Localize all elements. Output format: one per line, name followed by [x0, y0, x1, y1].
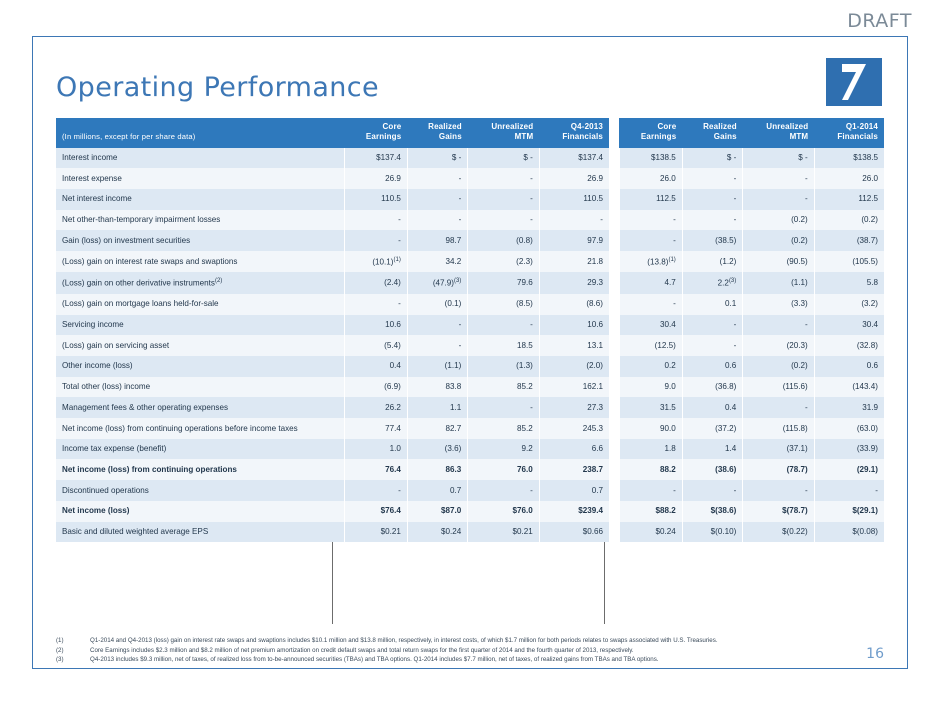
- table-cell: 86.3: [407, 459, 467, 480]
- col-header-unrealized-mtm-q4: Unrealized MTM: [468, 118, 539, 148]
- row-label: Discontinued operations: [56, 480, 345, 501]
- table-cell: (0.2): [743, 356, 814, 377]
- table-cell: 110.5: [539, 189, 609, 210]
- table-cell: $ -: [468, 148, 539, 169]
- table-cell: (20.3): [743, 335, 814, 356]
- row-label: Net income (loss): [56, 501, 345, 522]
- row-group-gap: [609, 439, 620, 460]
- table-cell: -: [468, 210, 539, 231]
- row-group-gap: [609, 315, 620, 336]
- table-cell: (0.2): [814, 210, 884, 231]
- footnote: [56, 636, 846, 646]
- table-cell: $87.0: [407, 501, 467, 522]
- table-cell: 238.7: [539, 459, 609, 480]
- table-cell: 26.0: [814, 168, 884, 189]
- table-cell: $(10.1)^{(1)}$: [345, 251, 408, 272]
- table-cell: (29.1): [814, 459, 884, 480]
- table-cell: -: [743, 168, 814, 189]
- table-cell: -: [407, 335, 467, 356]
- table-cell: $137.4: [539, 148, 609, 169]
- table-cell: 162.1: [539, 377, 609, 398]
- table-cell: 110.5: [345, 189, 408, 210]
- table-cell: -: [743, 189, 814, 210]
- table-cell: 27.3: [539, 397, 609, 418]
- table-row: [56, 439, 884, 460]
- table-row: [56, 148, 884, 169]
- table-row: [56, 294, 884, 315]
- footnote-text: Q1-2014 and Q4-2013 (loss) gain on interest rate swaps and swaptions includes $10.1 million and $13.8 million, respectively, in interest costs, of which $1.7 million for both periods relates to swaps associated with U.S. Treasuries.: [90, 637, 718, 644]
- table-cell: 1.1: [407, 397, 467, 418]
- table-row: [56, 230, 884, 251]
- table-cell: -: [468, 189, 539, 210]
- row-group-gap: [609, 397, 620, 418]
- row-label: Net income (loss) from continuing operations before income taxes: [56, 418, 345, 439]
- table-cell: (12.5): [619, 335, 682, 356]
- table-cell: (3.6): [407, 439, 467, 460]
- table-cell: 4.7: [619, 272, 682, 293]
- row-label: Interest income: [56, 148, 345, 169]
- row-label: Management fees & other operating expenses: [56, 397, 345, 418]
- table-cell: (38.5): [682, 230, 742, 251]
- table-cell: 0.6: [814, 356, 884, 377]
- table-cell: -: [468, 315, 539, 336]
- table-cell: 82.7: [407, 418, 467, 439]
- table-cell: (37.1): [743, 439, 814, 460]
- table-cell: -: [682, 168, 742, 189]
- row-label: Interest expense: [56, 168, 345, 189]
- row-label: (Loss) gain on interest rate swaps and swaptions: [56, 251, 345, 272]
- table-cell: 26.9: [345, 168, 408, 189]
- table-cell: -: [814, 480, 884, 501]
- table-cell: 31.5: [619, 397, 682, 418]
- table-cell: (8.5): [468, 294, 539, 315]
- table-row: [56, 459, 884, 480]
- table-cell: -: [743, 480, 814, 501]
- col-header-realized-gains-q1: Realized Gains: [682, 118, 742, 148]
- table-cell: -: [743, 397, 814, 418]
- table-row: [56, 189, 884, 210]
- table-cell: (115.8): [743, 418, 814, 439]
- footnote-text: Q4-2013 includes $9.3 million, net of taxes, of realized loss from to-be-announced securities (TBAs) and TBA options. Q1-2014 includes $7.7 million, net of taxes, of realized gains from TBAs and TBA options.: [90, 656, 659, 664]
- table-cell: $ -: [407, 148, 467, 169]
- table-cell: (0.2): [743, 210, 814, 231]
- table-cell: -: [619, 294, 682, 315]
- table-cell: 1.8: [619, 439, 682, 460]
- table-cell: $0.66: [539, 522, 609, 543]
- table-cell: -: [468, 397, 539, 418]
- table-cell: (105.5): [814, 251, 884, 272]
- table-row: [56, 335, 884, 356]
- row-group-gap: [609, 377, 620, 398]
- row-label: Income tax expense (benefit): [56, 439, 345, 460]
- row-label: Servicing income: [56, 315, 345, 336]
- table-row: [56, 272, 884, 293]
- footnote-text: Core Earnings includes $2.3 million and $8.2 million of net premium amortization on credit default swaps and total return swaps for the first quarter of 2014 and the fourth quarter of 2013, respectively.: [90, 646, 634, 654]
- table-cell: 85.2: [468, 418, 539, 439]
- row-group-gap: [609, 251, 620, 272]
- table-cell: (2.4): [345, 272, 408, 293]
- table-cell: (90.5): [743, 251, 814, 272]
- table-cell: -: [407, 210, 467, 231]
- row-group-gap: [609, 480, 620, 501]
- table-cell: $76.0: [468, 501, 539, 522]
- table-cell: 1.0: [345, 439, 408, 460]
- table-cell: 6.6: [539, 439, 609, 460]
- row-label: Net other-than-temporary impairment losses: [56, 210, 345, 231]
- table-cell: 30.4: [814, 315, 884, 336]
- table-cell: $(0.08): [814, 522, 884, 543]
- table-cell: -: [468, 480, 539, 501]
- table-cell: 88.2: [619, 459, 682, 480]
- table-cell: -: [682, 189, 742, 210]
- table-row: [56, 418, 884, 439]
- table-cell: 2.2$^{(3)}$: [682, 272, 742, 293]
- row-group-gap: [609, 168, 620, 189]
- table-cell: 1.4: [682, 439, 742, 460]
- row-label: Other income (loss): [56, 356, 345, 377]
- table-cell: -: [407, 315, 467, 336]
- table-cell: $ -: [743, 148, 814, 169]
- table-cell: $0.21: [468, 522, 539, 543]
- row-group-gap: [609, 189, 620, 210]
- table-cell: $138.5: [619, 148, 682, 169]
- row-label: Net interest income: [56, 189, 345, 210]
- draft-watermark: DRAFT: [847, 10, 912, 32]
- table-cell: (2.3): [468, 251, 539, 272]
- table-cell: $(29.1): [814, 501, 884, 522]
- table-cell: 9.0: [619, 377, 682, 398]
- table-cell: 26.0: [619, 168, 682, 189]
- table-row: [56, 168, 884, 189]
- page-number: 16: [866, 646, 884, 662]
- table-cell: (32.8): [814, 335, 884, 356]
- table-cell: 5.8: [814, 272, 884, 293]
- table-cell: (37.2): [682, 418, 742, 439]
- table-cell: -: [345, 294, 408, 315]
- table-cell: -: [682, 335, 742, 356]
- col-header-core-earnings-q4: Core Earnings: [345, 118, 408, 148]
- table-cell: 18.5: [468, 335, 539, 356]
- table-cell: (3.2): [814, 294, 884, 315]
- table-row: [56, 522, 884, 543]
- table-cell: (115.6): [743, 377, 814, 398]
- table-cell: -: [345, 210, 408, 231]
- table-cell: (143.4): [814, 377, 884, 398]
- table-cell: (0.8): [468, 230, 539, 251]
- table-cell: 112.5: [814, 189, 884, 210]
- table-cell: 76.0: [468, 459, 539, 480]
- row-group-gap: [609, 418, 620, 439]
- table-cell: (2.0): [539, 356, 609, 377]
- table-cell: $76.4: [345, 501, 408, 522]
- col-header-q4-2013-financials: Q4-2013 Financials: [539, 118, 609, 148]
- table-cell: 30.4: [619, 315, 682, 336]
- table-cell: 34.2: [407, 251, 467, 272]
- table-cell: (33.9): [814, 439, 884, 460]
- table-cell: -: [619, 480, 682, 501]
- row-group-gap: [609, 501, 620, 522]
- table-stub-header: (In millions, except for per share data): [56, 118, 345, 148]
- table-cell: 13.1: [539, 335, 609, 356]
- table-cell: 29.3: [539, 272, 609, 293]
- table-cell: -: [345, 230, 408, 251]
- table-cell: $ -: [682, 148, 742, 169]
- col-header-q1-2014-financials: Q1-2014 Financials: [814, 118, 884, 148]
- row-group-gap: [609, 230, 620, 251]
- table-cell: 112.5: [619, 189, 682, 210]
- table-cell: 0.6: [682, 356, 742, 377]
- table-cell: $138.5: [814, 148, 884, 169]
- table-cell: (3.3): [743, 294, 814, 315]
- table-cell: (6.9): [345, 377, 408, 398]
- page-title: Operating Performance: [56, 72, 380, 103]
- logo-mark-icon: [826, 58, 882, 106]
- table-cell: 21.8: [539, 251, 609, 272]
- row-group-gap: [609, 335, 620, 356]
- row-group-gap: [609, 272, 620, 293]
- table-cell: (5.4): [345, 335, 408, 356]
- col-header-core-earnings-q1: Core Earnings: [619, 118, 682, 148]
- table-cell: 31.9: [814, 397, 884, 418]
- table-cell: -: [539, 210, 609, 231]
- table-cell: 83.8: [407, 377, 467, 398]
- table-cell: (1.1): [743, 272, 814, 293]
- table-cell: (0.2): [743, 230, 814, 251]
- table-cell: $(0.22): [743, 522, 814, 543]
- table-row: [56, 251, 884, 272]
- table-cell: (8.6): [539, 294, 609, 315]
- table-cell: -: [619, 230, 682, 251]
- table-cell: 9.2: [468, 439, 539, 460]
- company-logo: [826, 58, 882, 106]
- row-group-gap: [609, 294, 620, 315]
- row-group-gap: [609, 148, 620, 169]
- table-cell: (1.2): [682, 251, 742, 272]
- table-cell: (38.7): [814, 230, 884, 251]
- table-cell: $239.4: [539, 501, 609, 522]
- financial-table: [56, 118, 884, 542]
- table-cell: (0.1): [407, 294, 467, 315]
- table-row: [56, 480, 884, 501]
- row-group-gap: [609, 356, 620, 377]
- table-row: [56, 356, 884, 377]
- footnote-marker: (2): [56, 646, 64, 654]
- table-cell: 0.7: [539, 480, 609, 501]
- table-cell: (78.7): [743, 459, 814, 480]
- table-cell: (1.3): [468, 356, 539, 377]
- table-cell: -: [345, 480, 408, 501]
- table-cell: 85.2: [468, 377, 539, 398]
- table-row: [56, 210, 884, 231]
- table-cell: 97.9: [539, 230, 609, 251]
- row-label: Total other (loss) income: [56, 377, 345, 398]
- table-cell: 10.6: [539, 315, 609, 336]
- table-row: [56, 501, 884, 522]
- table-cell: 26.9: [539, 168, 609, 189]
- table-cell: (36.8): [682, 377, 742, 398]
- table-row: [56, 315, 884, 336]
- table-cell: $88.2: [619, 501, 682, 522]
- table-cell: 0.4: [345, 356, 408, 377]
- table-cell: -: [682, 315, 742, 336]
- table-row: [56, 397, 884, 418]
- row-label: Basic and diluted weighted average EPS: [56, 522, 345, 543]
- column-group-gap: [609, 118, 620, 148]
- table-cell: $0.21: [345, 522, 408, 543]
- table-cell: $(13.8)^{(1)}$: [619, 251, 682, 272]
- table-cell: 0.7: [407, 480, 467, 501]
- table-cell: 79.6: [468, 272, 539, 293]
- row-group-gap: [609, 522, 620, 543]
- footnotes: [56, 636, 846, 665]
- col-header-unrealized-mtm-q1: Unrealized MTM: [743, 118, 814, 148]
- footnote: [56, 646, 846, 656]
- table-cell: 0.2: [619, 356, 682, 377]
- table-cell: -: [407, 168, 467, 189]
- table-cell: (1.1): [407, 356, 467, 377]
- table-header-row: [56, 118, 884, 148]
- footnote-marker: (1): [56, 637, 64, 644]
- table-cell: 76.4: [345, 459, 408, 480]
- table-cell: -: [682, 210, 742, 231]
- table-cell: 245.3: [539, 418, 609, 439]
- row-label: (Loss) gain on servicing asset: [56, 335, 345, 356]
- table-cell: 90.0: [619, 418, 682, 439]
- table-cell: (63.0): [814, 418, 884, 439]
- table-cell: 26.2: [345, 397, 408, 418]
- col-header-realized-gains-q4: Realized Gains: [407, 118, 467, 148]
- row-label: Net income (loss) from continuing operations: [56, 459, 345, 480]
- footnote-marker: (3): [56, 656, 64, 664]
- footnote: [56, 655, 846, 665]
- table-cell: (38.6): [682, 459, 742, 480]
- table-cell: $(0.10): [682, 522, 742, 543]
- table-cell: -: [407, 189, 467, 210]
- row-label: Gain (loss) on investment securities: [56, 230, 345, 251]
- table-cell: $0.24: [619, 522, 682, 543]
- table-cell: -: [743, 315, 814, 336]
- table-cell: $(78.7): [743, 501, 814, 522]
- table-body: [56, 148, 884, 543]
- table-cell: 10.6: [345, 315, 408, 336]
- row-label: (Loss) gain on mortgage loans held-for-sale: [56, 294, 345, 315]
- row-group-gap: [609, 459, 620, 480]
- table-cell: -: [468, 168, 539, 189]
- table-cell: 98.7: [407, 230, 467, 251]
- table-cell: 77.4: [345, 418, 408, 439]
- row-group-gap: [609, 210, 620, 231]
- table-row: [56, 377, 884, 398]
- table-cell: 0.1: [682, 294, 742, 315]
- table-cell: $0.24: [407, 522, 467, 543]
- table-cell: 0.4: [682, 397, 742, 418]
- table-cell: $137.4: [345, 148, 408, 169]
- table-cell: $(47.9)^{(3)}$: [407, 272, 467, 293]
- table-cell: -: [619, 210, 682, 231]
- table-cell: $(38.6): [682, 501, 742, 522]
- table-cell: -: [682, 480, 742, 501]
- row-label: (Loss) gain on other derivative instruments$^{(2)}$: [56, 272, 345, 293]
